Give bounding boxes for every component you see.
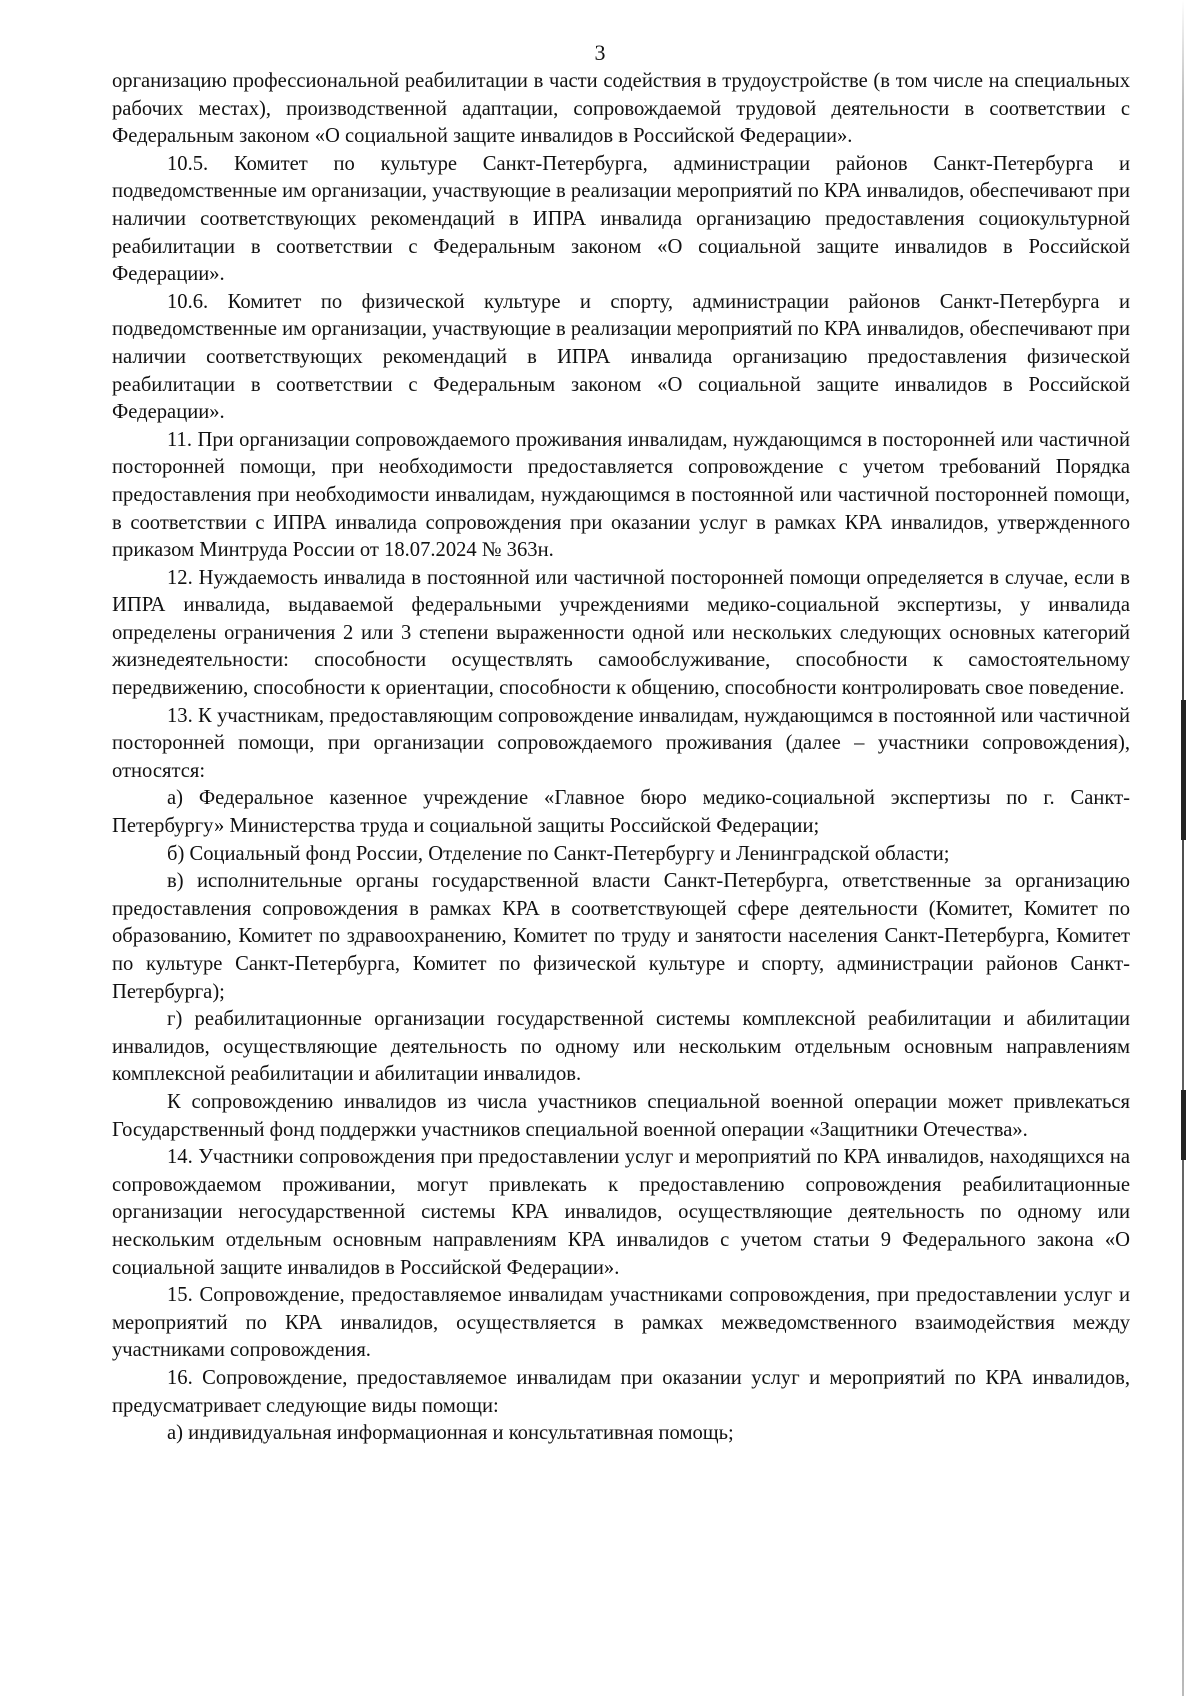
paragraph-10-5: 10.5. Комитет по культуре Санкт-Петербурга, администрации районов Санкт-Петербурга и подведомственные им организации, участвующие в реализации мероприятий по КРА инвалидов, обеспечивают при наличии соответствующих рекомендаций в ИПРА инвалида организацию предоставления социокультурной реабилитации в соответствии с Федеральным законом «О социальной защите инвалидов в Российской Федерации».: [112, 152, 1130, 286]
paragraph-16-a: а) индивидуальная информационная и консультативная помощь;: [167, 1422, 734, 1445]
paragraph-13-a: а) Федеральное казенное учреждение «Главное бюро медико-социальной экспертизы по г. Санкт-Петербургу» Министерства труда и социальной защиты Российской Федерации;: [112, 787, 1130, 838]
paragraph-16: 16. Сопровождение, предоставляемое инвалидам при оказании услуг и мероприятий по КРА инвалидов, предусматривает следующие виды помощи:: [112, 1366, 1130, 1417]
scan-edge-mark: [1181, 700, 1186, 840]
paragraph-13: 13. К участникам, предоставляющим сопровождение инвалидам, нуждающимся в постоянной или частичной посторонней помощи, при организации сопровождаемого проживания (далее – участники сопровождения), относятся:: [112, 704, 1130, 782]
paragraph-13-b: б) Социальный фонд России, Отделение по Санкт-Петербургу и Ленинградской области;: [167, 842, 950, 865]
paragraph-13-g: г) реабилитационные организации государственной системы комплексной реабилитации и абилитации инвалидов, осуществляющие деятельность по одному или нескольким отдельным основным направлениям комплексной реабилитации и абилитации инвалидов.: [112, 1008, 1130, 1086]
document-body: [112, 68, 1130, 1448]
page-number: 3: [594, 40, 606, 65]
paragraph-continuation: организацию профессиональной реабилитации в части содействия в трудоустройстве (в том числе на специальных рабочих местах), производственной адаптации, сопровождаемой трудовой деятельности в соответствии с Федеральным законом «О социальной защите инвалидов в Российской Федерации».: [112, 70, 1130, 148]
paragraph-15: 15. Сопровождение, предоставляемое инвалидам участниками сопровождения, при предоставлении услуг и мероприятий по КРА инвалидов, осуществляется в рамках межведомственного взаимодействия между участниками сопровождения.: [112, 1284, 1130, 1362]
paragraph-14: 14. Участники сопровождения при предоставлении услуг и мероприятий по КРА инвалидов, находящихся на сопровождаемом проживании, могут привлекать к предоставлению сопровождения реабилитационные организации негосударственной системы КРА инвалидов, осуществляющие деятельность по одному или нескольким отдельным основным направлениям КРА инвалидов с учетом статьи 9 Федерального закона «О социальной защите инвалидов в Российской Федерации».: [112, 1146, 1130, 1279]
paragraph-12: 12. Нуждаемость инвалида в постоянной или частичной посторонней помощи определяется в случае, если в ИПРА инвалида, выдаваемой федеральными учреждениями медико-социальной экспертизы, у инвалида определены ограничения 2 или 3 степени выраженности одной или нескольких следующих основных категорий жизнедеятельности: способности осуществлять самообслуживание, способности к самостоятельному передвижению, способности к ориентации, способности к общению, способности контролировать свое поведение.: [112, 566, 1130, 700]
paragraph-13-v: в) исполнительные органы государственной власти Санкт-Петербурга, ответственные за организацию предоставления сопровождения в рамках КРА в соответствующей сфере деятельности (Комитет, Комитет по образованию, Комитет по здравоохранению, Комитет по труду и занятости населения Санкт-Петербурга, Комитет по культуре Санкт-Петербурга, Комитет по физической культуре и спорту, администрации районов Санкт-Петербурга);: [112, 870, 1130, 1003]
paragraph-11: 11. При организации сопровождаемого проживания инвалидам, нуждающимся в посторонней или частичной посторонней помощи, при необходимости предоставляется сопровождение с учетом требований Порядка предоставления при необходимости инвалидам, нуждающимся в постоянной или частичной посторонней помощи, в соответствии с ИПРА инвалида сопровождения при оказании услуг в рамках КРА инвалидов, утвержденного приказом Минтруда России от 18.07.2024 № 363н.: [112, 428, 1130, 562]
paragraph-10-6: 10.6. Комитет по физической культуре и спорту, администрации районов Санкт-Петербурга и подведомственные им организации, участвующие в реализации мероприятий по КРА инвалидов, обеспечивают при наличии соответствующих рекомендаций в ИПРА инвалида организацию предоставления физической реабилитации в соответствии с Федеральным законом «О социальной защите инвалидов в Российской Федерации».: [112, 290, 1130, 424]
scan-edge-line: [1182, 0, 1184, 1696]
scan-edge-mark: [1181, 1090, 1186, 1160]
paragraph-svo-fund: К сопровождению инвалидов из числа участников специальной военной операции может привлекаться Государственный фонд поддержки участников специальной военной операции «Защитники Отечества».: [112, 1090, 1130, 1141]
